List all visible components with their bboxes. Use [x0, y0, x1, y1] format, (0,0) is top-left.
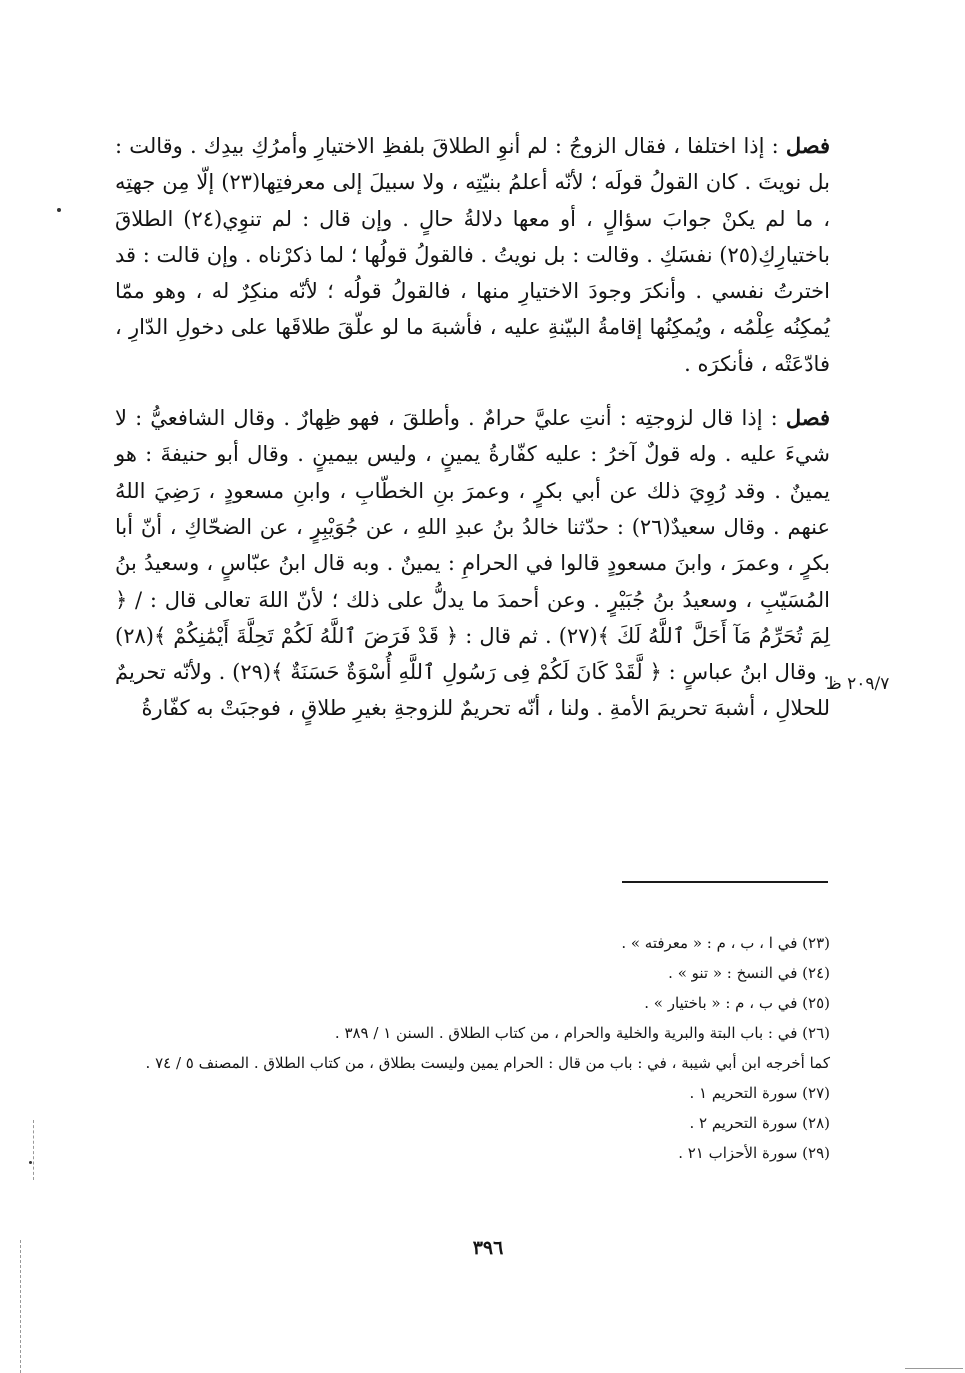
footnote: كما أخرجه ابن أبي شيبة ، في : باب من قال : الحرام يمين وليست بطلاق ، من كتاب الطلاق . المصنف ٥ / ٧٤ . [145, 1054, 830, 1072]
scan-speck [57, 208, 61, 212]
page-number: ٣٩٦ [472, 1237, 504, 1259]
footnotes [140, 928, 830, 1168]
manuscript-folio-reference: ٢٠٩/٧ ظ [826, 674, 890, 694]
paragraph-text: : إذا قال لزوجتِه : أنتِ عليَّ حرامٌ . وأطلقَ ، فهو ظِهارٌ . وقال الشافعيُّ : لا شيءَ عليه . وله قولٌ آخرُ : عليه كفّارةُ يمينٍ ، وليس بيمينٍ . وقال أبو حنيفةَ : هو يمينٌ . وقد رُوِيَ ذلك عن أبي بكرٍ ، وعمرَ بنِ الخطّابِ ، وابنِ مسعودٍ ، رَضِيَ اللهُ عنهم . وقال سعيدٌ(٢٦) : حدّثنا خالدُ بنُ عبدِ اللهِ ، عن جُوَيْبِرٍ ، عن الضحّاكِ ، أنّ أبا بكرٍ ، وعمرَ ، وابنَ مسعودٍ قالوا في الحرامِ : يمينٌ . وبه قال ابنُ عبّاسٍ ، وسعيدُ بنُ المُسَيّبِ ، وسعيدُ بنُ جُبَيْرٍ . وعن أحمدَ ما يدلُّ على ذلك ؛ لأنّ اللهَ تعالى قال : / ﴿ لِمَ تُحَرِّمُ مَآ أَحَلَّ ٱللَّهُ لَكَ ﴾(٢٧) . ثم قال : ﴿ قَدْ فَرَضَ ٱللَّهُ لَكُمْ تَحِلَّةَ أَيْمَٰنِكُمْ ﴾(٢٨) . وقال ابنُ عباسٍ : ﴿ لَّقَدْ كَانَ لَكُمْ فِى رَسُولِ ٱللَّهِ أُسْوَةٌ حَسَنَةٌ ﴾(٢٩) . ولأنّه تحريمٌ للحلالِ ، أشبهَ تحريمَ الأمةِ . ولنا ، أنّه تحريمٌ للزوجةِ بغيرِ طلاقٍ ، فوجبَتْ به كفّارةُ [115, 406, 830, 721]
section-label: فصل [785, 133, 830, 158]
footnote: (٢٨) سورة التحريم ٢ . [689, 1114, 830, 1132]
paragraph-text: : إذا اختلفا ، فقال الزوجُ : لم أنوِ الطلاقَ بلفظِ الاختيارِ وأمرُكِ بيدِك . وقالت : بل نويتَ . كان القولُ قولَه ؛ لأنّه أعلمُ بنيّتِه ، ولا سبيلَ إلى معرفتِها(٢٣) إلّا مِن جهتِه ، ما لم يكنْ جوابَ سؤالٍ ، أو معها دلالةُ حالٍ . وإن قال : لم تنوِي(٢٤) الطلاقَ باختيارِكِ(٢٥) نفسَكِ . وقالت : بل نويتُ . فالقولُ قولُها ؛ لما ذكرْناه . وإن قالت : قد اخترتُ نفسي . وأنكرَ وجودَ الاختيارِ منها ، فالقولُ قولُه ؛ لأنّه منكِرٌ له ، وهو ممّا يُمكِنُه عِلْمُه ، ويُمكِنُها إقامةُ البيّنةِ عليه ، فأشبهَ ما لو علّقَ طلاقَها على دخولِ الدّارِ ، فادّعَتْه ، فأنكرَه . [115, 134, 830, 376]
scan-edge-line [20, 1240, 21, 1373]
footnote: (٢٦) في : باب البتة والبرية والخلية والحرام ، من كتاب الطلاق . السنن ١ / ٣٨٩ . [334, 1024, 830, 1042]
main-text [115, 128, 830, 727]
footnote-separator [622, 881, 828, 883]
footnote: (٢٩) سورة الأحزاب ٢١ . [678, 1144, 830, 1162]
footnote: (٢٣) في ا ، ب ، م : « معرفته » . [621, 934, 830, 952]
scan-edge-line [905, 1368, 963, 1369]
footnote: (٢٥) في ب ، م : « باختيار » . [644, 994, 830, 1012]
scan-speck [29, 1161, 32, 1164]
footnote: (٢٧) سورة التحريم ١ . [689, 1084, 830, 1102]
scan-edge-line [33, 1120, 34, 1180]
section-label: فصل [785, 405, 830, 431]
paragraph [115, 128, 830, 382]
paragraph [115, 400, 830, 727]
footnote: (٢٤) في النسخ : « تنو » . [668, 964, 830, 982]
